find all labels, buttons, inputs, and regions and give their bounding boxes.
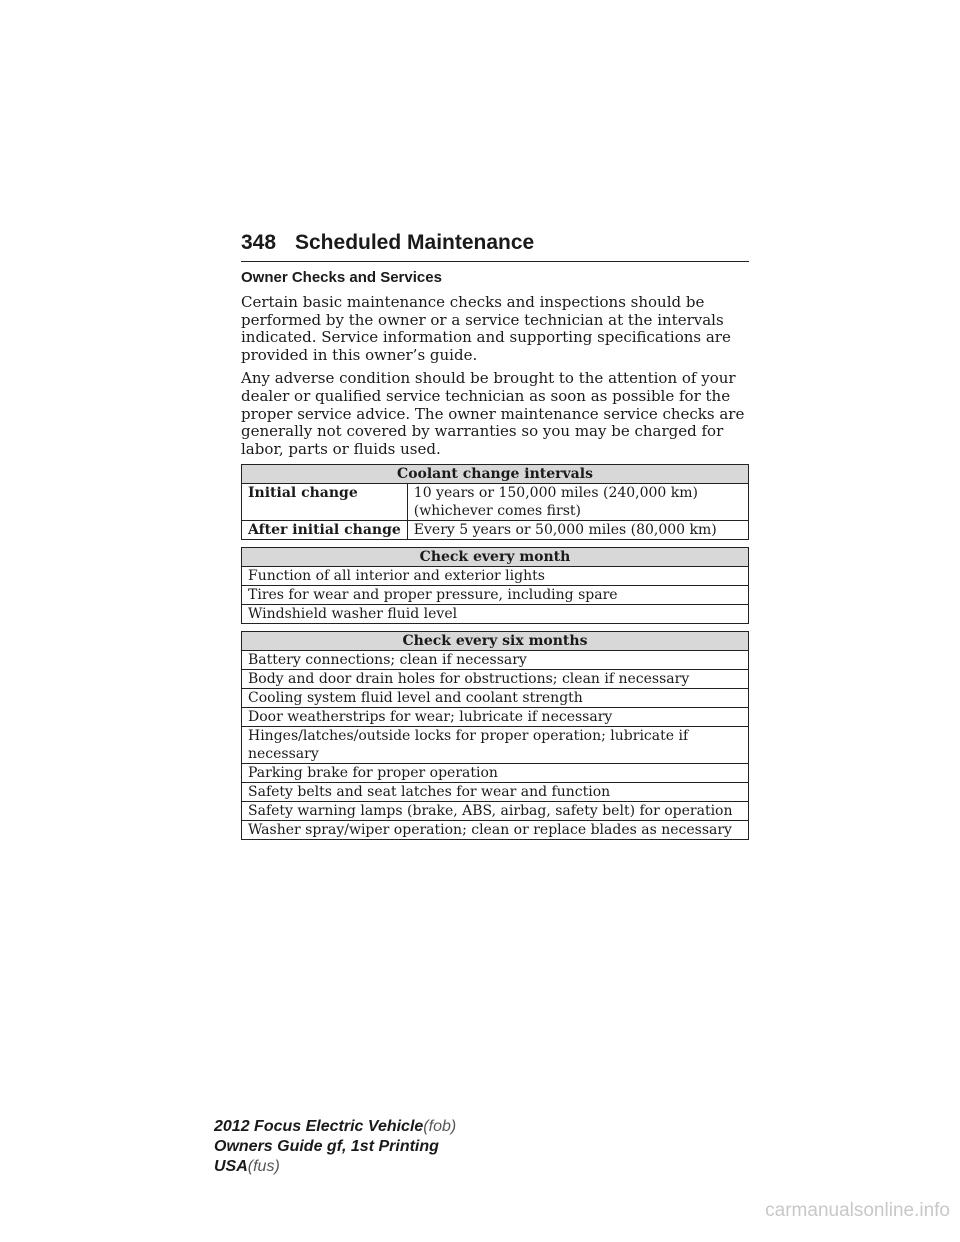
table-title: Check every month [242,548,749,567]
six-month-check-table [241,631,749,840]
table-row: Tires for wear and proper pressure, including spare [242,586,749,605]
table-row: Cooling system fluid level and coolant strength [242,689,749,708]
table-title: Coolant change intervals [242,465,749,484]
page-header [241,229,749,262]
coolant-change-table [241,464,749,540]
monthly-check-table [241,547,749,624]
row-label: Initial change [242,484,408,521]
chapter-title: Scheduled Maintenance [295,231,535,254]
table-row: Battery connections; clean if necessary [242,651,749,670]
footer-market-code: (fus) [247,1158,280,1175]
table-row: Body and door drain holes for obstructions; clean if necessary [242,670,749,689]
table-row: Safety warning lamps (brake, ABS, airbag, safety belt) for operation [242,802,749,821]
table-row: Washer spray/wiper operation; clean or replace blades as necessary [242,821,749,840]
page-number: 348 [241,231,277,254]
footer-printing: Owners Guide gf, 1st Printing [214,1138,439,1155]
table-row: Function of all interior and exterior lights [242,567,749,586]
table-row: Windshield washer fluid level [242,605,749,624]
footer-vehicle-code: (fob) [423,1118,457,1135]
table-row [242,521,749,540]
footer-market: USA [214,1158,248,1175]
footer-vehicle: 2012 Focus Electric Vehicle [214,1118,424,1135]
row-value [407,484,748,521]
watermark: carmanualsonline.info [765,1200,950,1221]
row-value-line: 10 years or 150,000 miles (240,000 km) [413,485,699,502]
table-row [242,484,749,521]
table-row: Safety belts and seat latches for wear and function [242,783,749,802]
table-row: Door weatherstrips for wear; lubricate if necessary [242,708,749,727]
table-row: Parking brake for proper operation [242,764,749,783]
page-content [241,266,749,847]
print-footer [214,1117,456,1177]
row-label: After initial change [242,521,408,540]
row-value: Every 5 years or 50,000 miles (80,000 km) [407,521,748,540]
adverse-condition-paragraph: Any adverse condition should be brought to the attention of your dealer or qualified service technician as soon as possible for the proper service advice. The owner maintenance service checks are generally not covered by warranties so you may be charged for labor, parts or fluids used. [241,369,745,458]
intro-paragraph: Certain basic maintenance checks and inspections should be performed by the owner or a service technician at the intervals indicated. Service information and supporting specifications are provided in this owner’s guide. [241,293,731,364]
row-value-line: (whichever comes first) [413,503,581,520]
section-heading: Owner Checks and Services [241,269,442,286]
table-title: Check every six months [242,632,749,651]
table-row: Hinges/latches/outside locks for proper operation; lubricate if necessary [242,727,749,764]
